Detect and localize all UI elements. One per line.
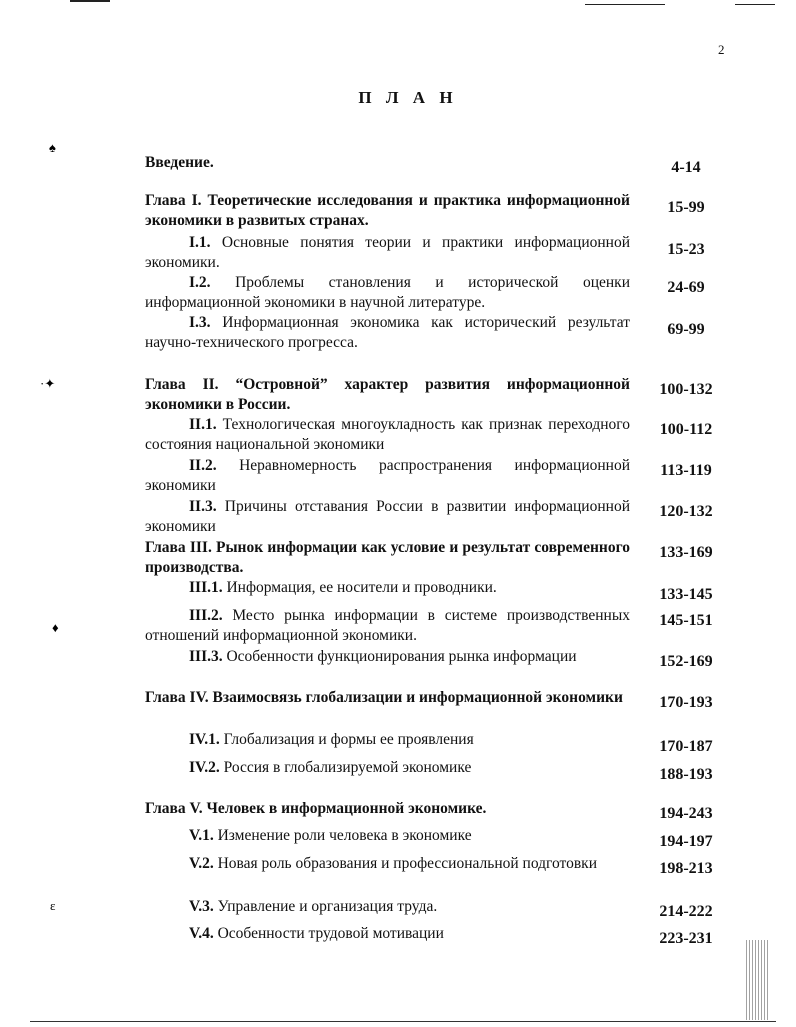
toc-entry-text — [145, 415, 630, 455]
toc-entry-pages: 120-132 — [659, 503, 713, 520]
toc-entry-text: Глава I. Теоретические исследования и практика информационной экономики в развитых странах. — [145, 192, 630, 229]
toc-entry-pages: 4-14 — [671, 159, 701, 176]
toc-entry-text — [145, 606, 630, 646]
toc-entry-pages: 133-169 — [659, 544, 713, 561]
scan-artifact — [30, 1021, 776, 1022]
toc-entry-pages: 100-112 — [659, 421, 713, 438]
section-code: V.1. — [189, 827, 214, 844]
toc-entry-pages: 194-197 — [659, 833, 713, 850]
scan-artifact — [735, 4, 775, 5]
toc-entry-text — [145, 758, 630, 778]
toc-entry-text — [145, 826, 630, 846]
toc-entry-text: Глава IV. Взаимосвязь глобализации и информационной экономики — [145, 689, 623, 706]
section-code: V.3. — [189, 898, 214, 915]
toc-entry-pages: 69-99 — [667, 321, 705, 338]
section-code: I.2. — [189, 274, 211, 291]
section-title: Информационная экономика как исторический результат научно-технического прогресса. — [145, 314, 631, 351]
toc-entry-text: Глава III. Рынок информации как условие и результат современного производства. — [145, 539, 630, 576]
section-code: II.3. — [189, 498, 217, 515]
toc-entry-text — [145, 313, 630, 353]
toc-entry-pages: 152-169 — [659, 653, 713, 670]
toc-entry-text — [145, 456, 630, 496]
toc-entry-text: Глава V. Человек в информационной экономике. — [145, 800, 487, 817]
toc-entry-pages: 170-193 — [659, 694, 713, 711]
toc-entry-pages: 15-99 — [667, 199, 705, 216]
section-code: V.4. — [189, 925, 214, 942]
toc-entry-text — [145, 233, 630, 273]
toc-entry-text — [145, 924, 630, 944]
section-code: II.2. — [189, 457, 217, 474]
toc-entry-text — [145, 897, 630, 917]
scan-edge-shadow — [746, 940, 768, 1020]
toc-entry-pages: 198-213 — [659, 860, 713, 877]
section-code: IV.1. — [189, 731, 220, 748]
section-title: Особенности функционирования рынка информации — [226, 648, 577, 665]
toc-entry-text — [145, 730, 630, 750]
section-code: V.2. — [189, 855, 214, 872]
toc-entry-pages: 214-222 — [659, 903, 713, 920]
section-title: Проблемы становления и исторической оценки информационной экономики в научной литературе. — [145, 274, 631, 311]
section-code: III.2. — [189, 607, 223, 624]
toc-entry-pages: 223-231 — [659, 930, 713, 947]
toc-entry-pages: 24-69 — [667, 279, 705, 296]
margin-mark: ♦ — [52, 620, 59, 635]
toc-entry-pages: 188-193 — [659, 766, 713, 783]
page-title: П Л А Н — [358, 88, 458, 107]
toc-entry-text: Глава II. “Островной” характер развития информационной экономики в России. — [145, 376, 630, 413]
toc-entry-pages: 170-187 — [659, 738, 713, 755]
toc-entry-text — [145, 497, 630, 537]
toc-entry-text — [145, 647, 630, 667]
section-title: Неравномерность распространения информационной экономики — [145, 457, 630, 494]
section-title: Изменение роли человека в экономике — [217, 827, 472, 844]
toc-entry-text — [145, 854, 630, 874]
toc-entry-pages: 113-119 — [660, 462, 712, 479]
toc-entry-pages: 194-243 — [659, 805, 713, 822]
toc-entry-text — [145, 578, 630, 598]
toc-entry-text — [145, 273, 630, 313]
toc-entry-pages: 133-145 — [659, 586, 713, 603]
toc-entry-pages: 100-132 — [659, 381, 713, 398]
section-code: I.3. — [189, 314, 211, 331]
section-code: II.1. — [189, 416, 217, 433]
scan-artifact — [585, 4, 665, 5]
section-title: Место рынка информации в системе производственных отношений информационной экономики. — [145, 607, 630, 644]
section-title: Основные понятия теории и практики информационной экономики. — [145, 234, 630, 271]
margin-mark: ɛ — [50, 898, 56, 913]
toc-entry-pages: 15-23 — [667, 241, 705, 258]
section-title: Информация, ее носители и проводники. — [226, 579, 497, 596]
section-title: Особенности трудовой мотивации — [217, 925, 444, 942]
section-title: Россия в глобализируемой экономике — [223, 759, 472, 776]
section-title: Глобализация и формы ее проявления — [223, 731, 474, 748]
section-code: III.3. — [189, 648, 223, 665]
section-code: IV.2. — [189, 759, 220, 776]
toc-entry-text: Введение. — [145, 154, 214, 171]
toc-entry-pages: 145-151 — [659, 612, 713, 629]
section-code: III.1. — [189, 579, 223, 596]
margin-mark: ♠ — [49, 140, 56, 155]
section-title: Причины отставания России в развитии информационной экономики — [145, 498, 630, 535]
section-code: I.1. — [189, 234, 211, 251]
section-title: Технологическая многоукладность как признак переходного состояния национальной экономики — [145, 416, 630, 453]
section-title: Управление и организация труда. — [217, 898, 438, 915]
scan-artifact — [70, 0, 110, 2]
section-title: Новая роль образования и профессиональной подготовки — [217, 855, 598, 872]
margin-mark: ·✦ — [40, 376, 56, 391]
page-number: 2 — [718, 42, 725, 57]
